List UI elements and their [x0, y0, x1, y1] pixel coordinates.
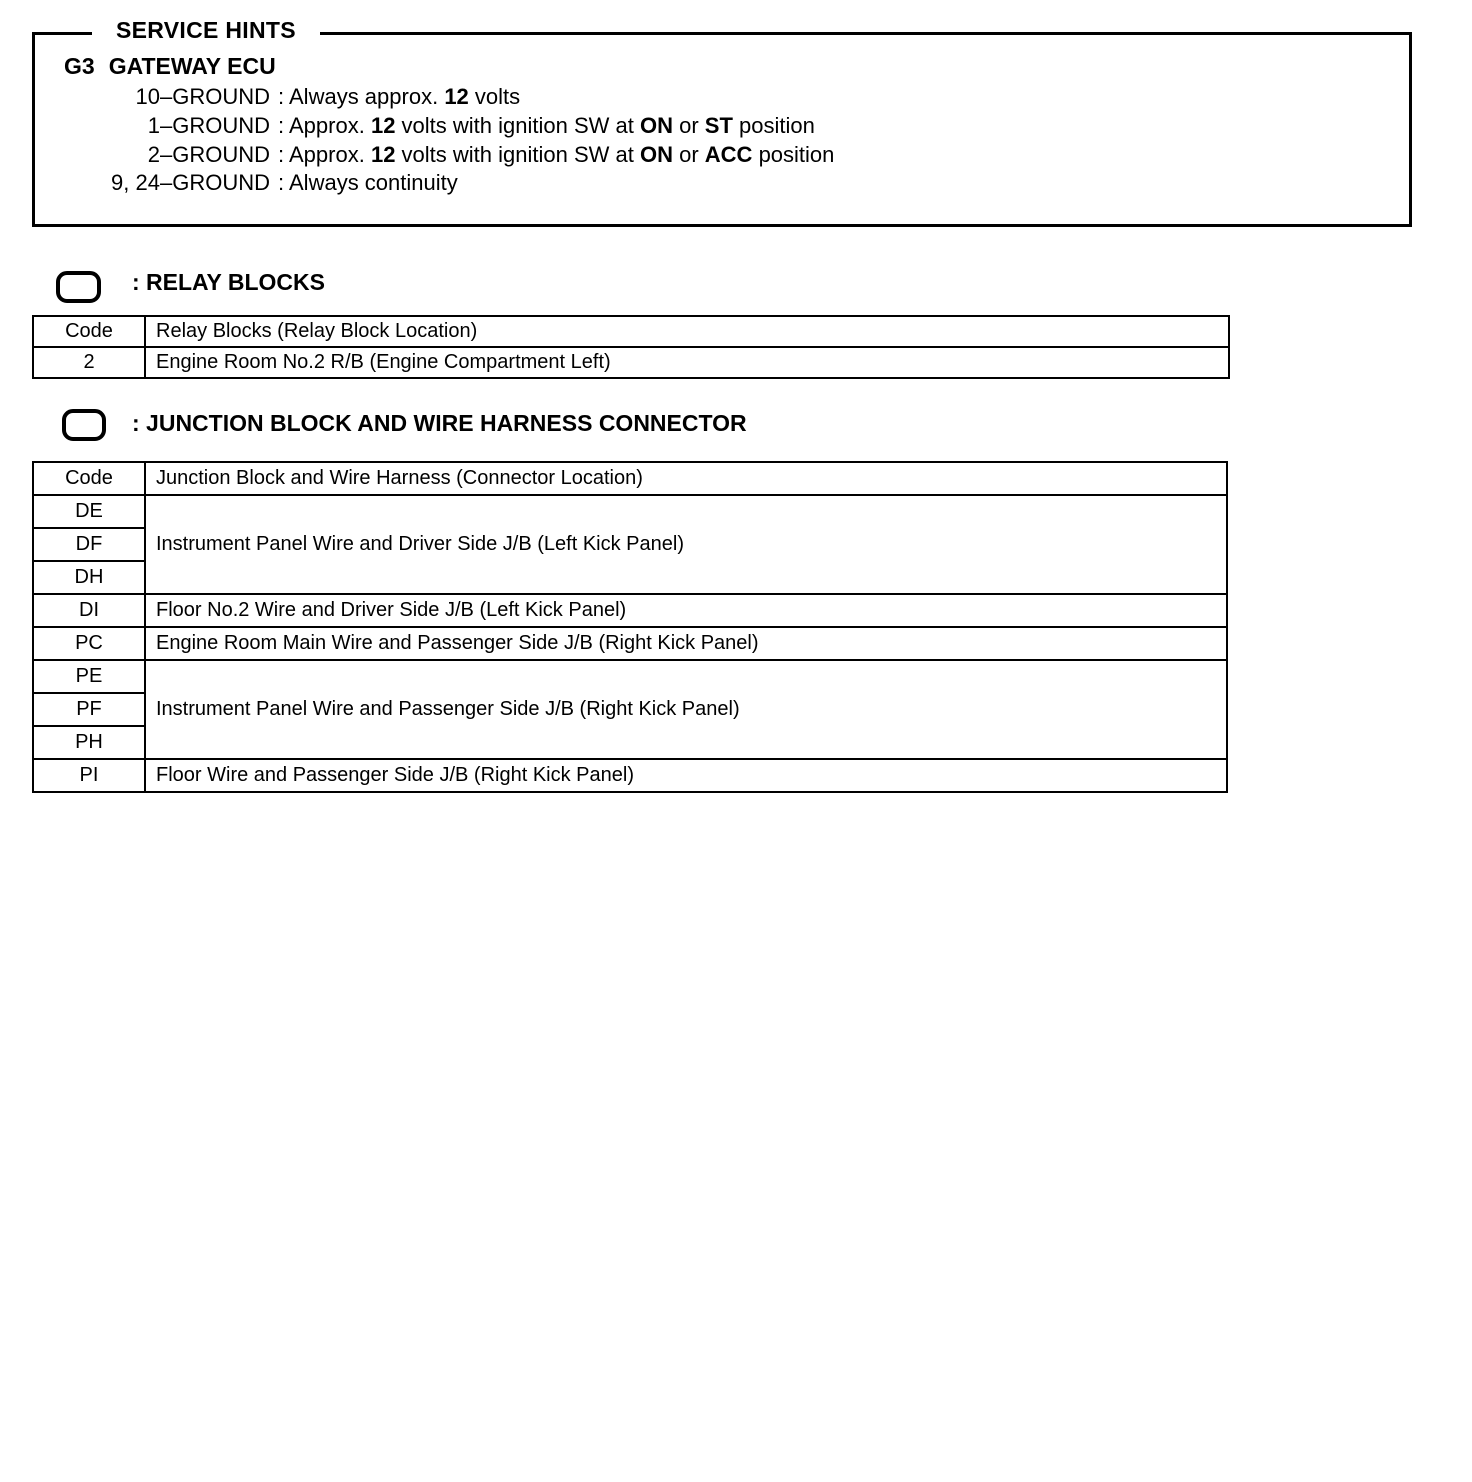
table-header-row [33, 316, 1229, 347]
table-row [33, 759, 1227, 792]
relay-location-cell: Engine Room No.2 R/B (Engine Compartment Left) [145, 347, 1229, 378]
hint-description: : Always approx. 12 volts [278, 84, 521, 109]
column-header-location: Junction Block and Wire Harness (Connector Location) [145, 462, 1227, 495]
service-hints-title: SERVICE HINTS [92, 16, 320, 44]
hint-terminal: 2–GROUND [147, 142, 270, 167]
hint-description: : Approx. 12 volts with ignition SW at ON or ACC position [278, 142, 835, 167]
junction-blocks-heading: : JUNCTION BLOCK AND WIRE HARNESS CONNECTOR [132, 410, 747, 436]
relay-code-cell: 2 [33, 347, 145, 378]
hint-terminal: 1–GROUND [147, 113, 270, 138]
table-row [33, 660, 1227, 693]
hint-description: : Approx. 12 volts with ignition SW at ON or ST position [278, 113, 815, 138]
junction-location-cell: Instrument Panel Wire and Passenger Side J/B (Right Kick Panel) [145, 660, 1227, 759]
hint-description: : Always continuity [278, 170, 458, 195]
junction-code-cell: DI [33, 594, 145, 627]
junction-code-cell: PF [33, 693, 145, 726]
junction-location-cell: Instrument Panel Wire and Driver Side J/B (Left Kick Panel) [145, 495, 1227, 594]
table-row [33, 347, 1229, 378]
junction-code-cell: PC [33, 627, 145, 660]
ecu-name: GATEWAY ECU [108, 53, 276, 79]
junction-code-cell: PE [33, 660, 145, 693]
hint-terminal: 9, 24–GROUND [111, 170, 270, 195]
hint-terminal: 10–GROUND [135, 84, 270, 109]
table-row [33, 594, 1227, 627]
junction-location-cell: Floor No.2 Wire and Driver Side J/B (Left Kick Panel) [145, 594, 1227, 627]
relay-blocks-heading: : RELAY BLOCKS [132, 269, 325, 295]
table-header-row [33, 462, 1227, 495]
junction-block-icon [62, 409, 106, 441]
column-header-location: Relay Blocks (Relay Block Location) [145, 316, 1229, 347]
column-header-code: Code [33, 462, 145, 495]
ecu-title [64, 52, 276, 80]
junction-code-cell: DF [33, 528, 145, 561]
junction-code-cell: DE [33, 495, 145, 528]
table-row [33, 627, 1227, 660]
junction-code-cell: PH [33, 726, 145, 759]
column-header-code: Code [33, 316, 145, 347]
junction-code-cell: PI [33, 759, 145, 792]
ecu-code: G3 [64, 53, 95, 79]
junction-location-cell: Floor Wire and Passenger Side J/B (Right Kick Panel) [145, 759, 1227, 792]
junction-blocks-table [32, 461, 1228, 793]
junction-code-cell: DH [33, 561, 145, 594]
table-row [33, 495, 1227, 528]
relay-block-icon [56, 271, 101, 303]
relay-blocks-table [32, 315, 1230, 379]
junction-location-cell: Engine Room Main Wire and Passenger Side J/B (Right Kick Panel) [145, 627, 1227, 660]
